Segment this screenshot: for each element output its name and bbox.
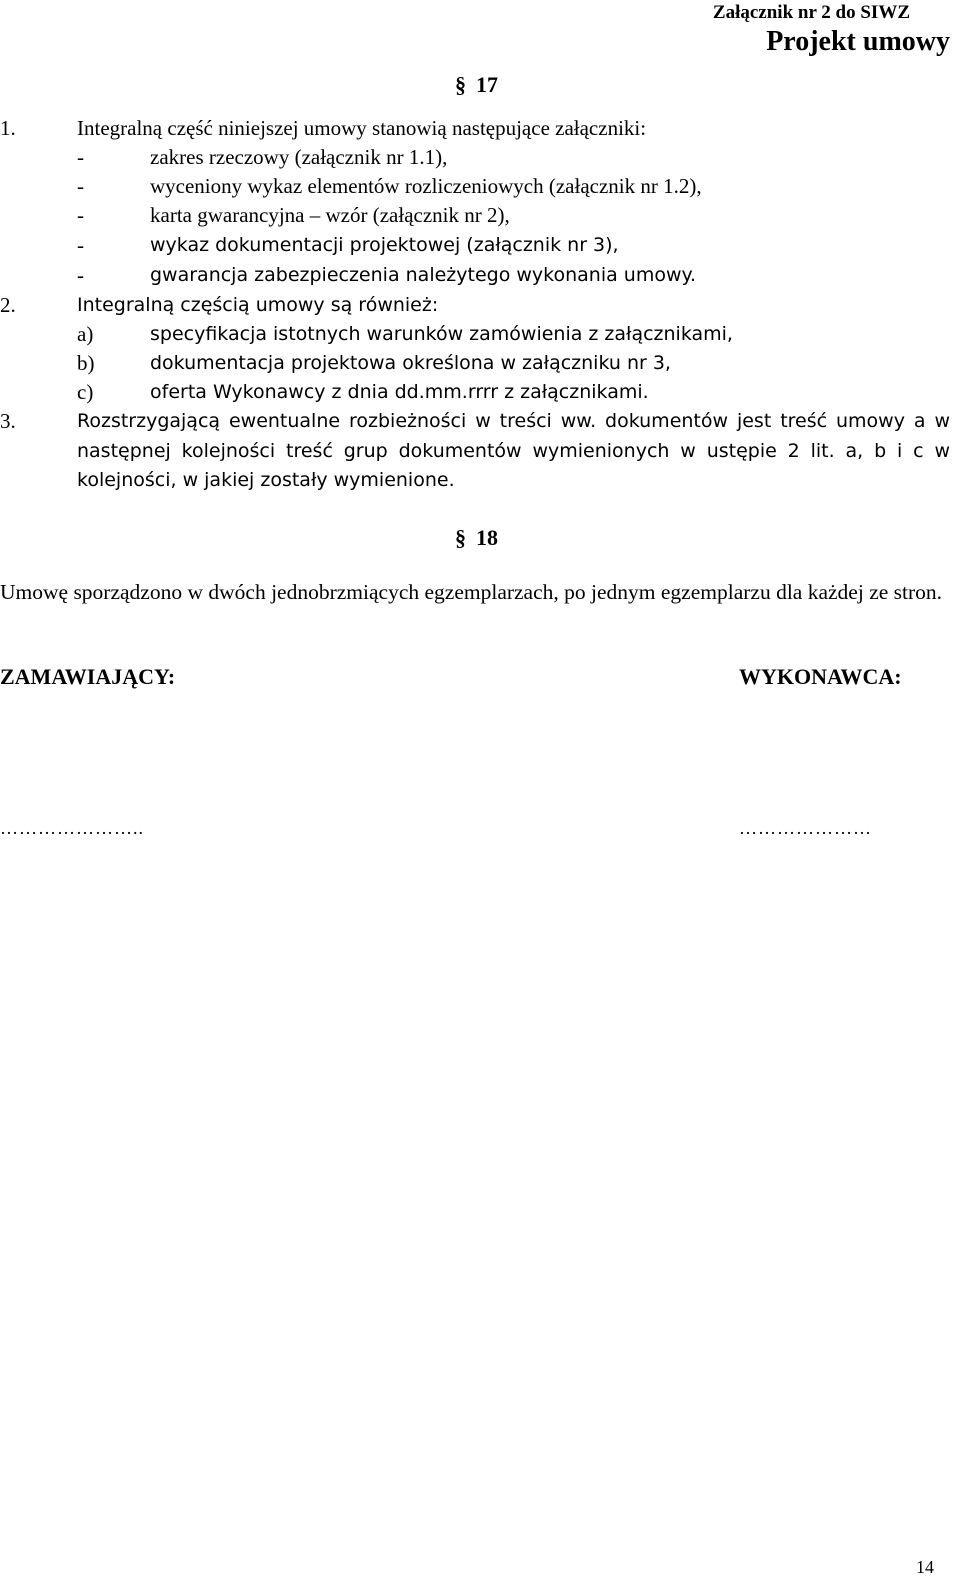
item-3-text: Rozstrzygającą ewentualne rozbieżności w treści ww. dokumentów jest treść umowy a w następnej kolejności treść grup dokumentów wymienionych w ustępie 2 lit. a, b i c w kolejności, w jakiej zostały wymienione.: [77, 410, 950, 491]
section-number: 17: [476, 72, 498, 97]
section-18-text: Umowę sporządzono w dwóch jednobrzmiących egzemplarzach, po jednym egzemplarzu dla każdej ze stron.: [0, 580, 943, 604]
bullet-text: gwarancja zabezpieczenia należytego wykonania umowy.: [150, 264, 697, 286]
document-title: Projekt umowy: [766, 26, 950, 57]
page-number: 14: [916, 1557, 934, 1577]
signature-line-right: …………………: [739, 818, 872, 838]
item-1-text: Integralną część niniejszej umowy stanowią następujące załączniki:: [77, 116, 647, 140]
signature-label-contracting-authority: ZAMAWIAJĄCY:: [0, 664, 176, 689]
bullet-dash: -: [77, 174, 84, 198]
bullet-text: wykaz dokumentacji projektowej (załącznik nr 3),: [150, 234, 619, 256]
subitem-letter: c): [77, 380, 94, 404]
paragraph-sign: §: [455, 525, 466, 550]
section-17-heading: [455, 72, 498, 98]
section-number: 18: [476, 525, 498, 550]
bullet-dash: -: [77, 203, 84, 227]
bullet-dash: -: [77, 233, 84, 257]
bullet-dash: -: [77, 263, 84, 287]
signature-label-contractor: WYKONAWCA:: [739, 664, 902, 689]
bullet-text: karta gwarancyjna – wzór (załącznik nr 2),: [150, 203, 510, 227]
item-1-number: 1.: [0, 116, 16, 140]
subitem-text: oferta Wykonawcy z dnia dd.mm.rrrr z załącznikami.: [150, 381, 649, 403]
bullet-text: wyceniony wykaz elementów rozliczeniowych (załącznik nr 1.2),: [150, 174, 702, 198]
subitem-text: dokumentacja projektowa określona w załączniku nr 3,: [150, 352, 671, 374]
subitem-text: specyfikacja istotnych warunków zamówienia z załącznikami,: [150, 323, 733, 345]
item-3-number: 3.: [0, 409, 16, 433]
attachment-label: Załącznik nr 2 do SIWZ: [712, 2, 910, 23]
bullet-dash: -: [77, 145, 84, 169]
section-18-heading: [455, 525, 498, 551]
subitem-letter: a): [77, 322, 94, 346]
item-2-text: Integralną częścią umowy są również:: [77, 294, 439, 316]
paragraph-sign: §: [455, 72, 466, 97]
bullet-text: zakres rzeczowy (załącznik nr 1.1),: [150, 145, 448, 169]
signature-line-left: …………………..: [0, 818, 144, 838]
subitem-letter: b): [77, 351, 95, 375]
item-2-number: 2.: [0, 293, 16, 317]
